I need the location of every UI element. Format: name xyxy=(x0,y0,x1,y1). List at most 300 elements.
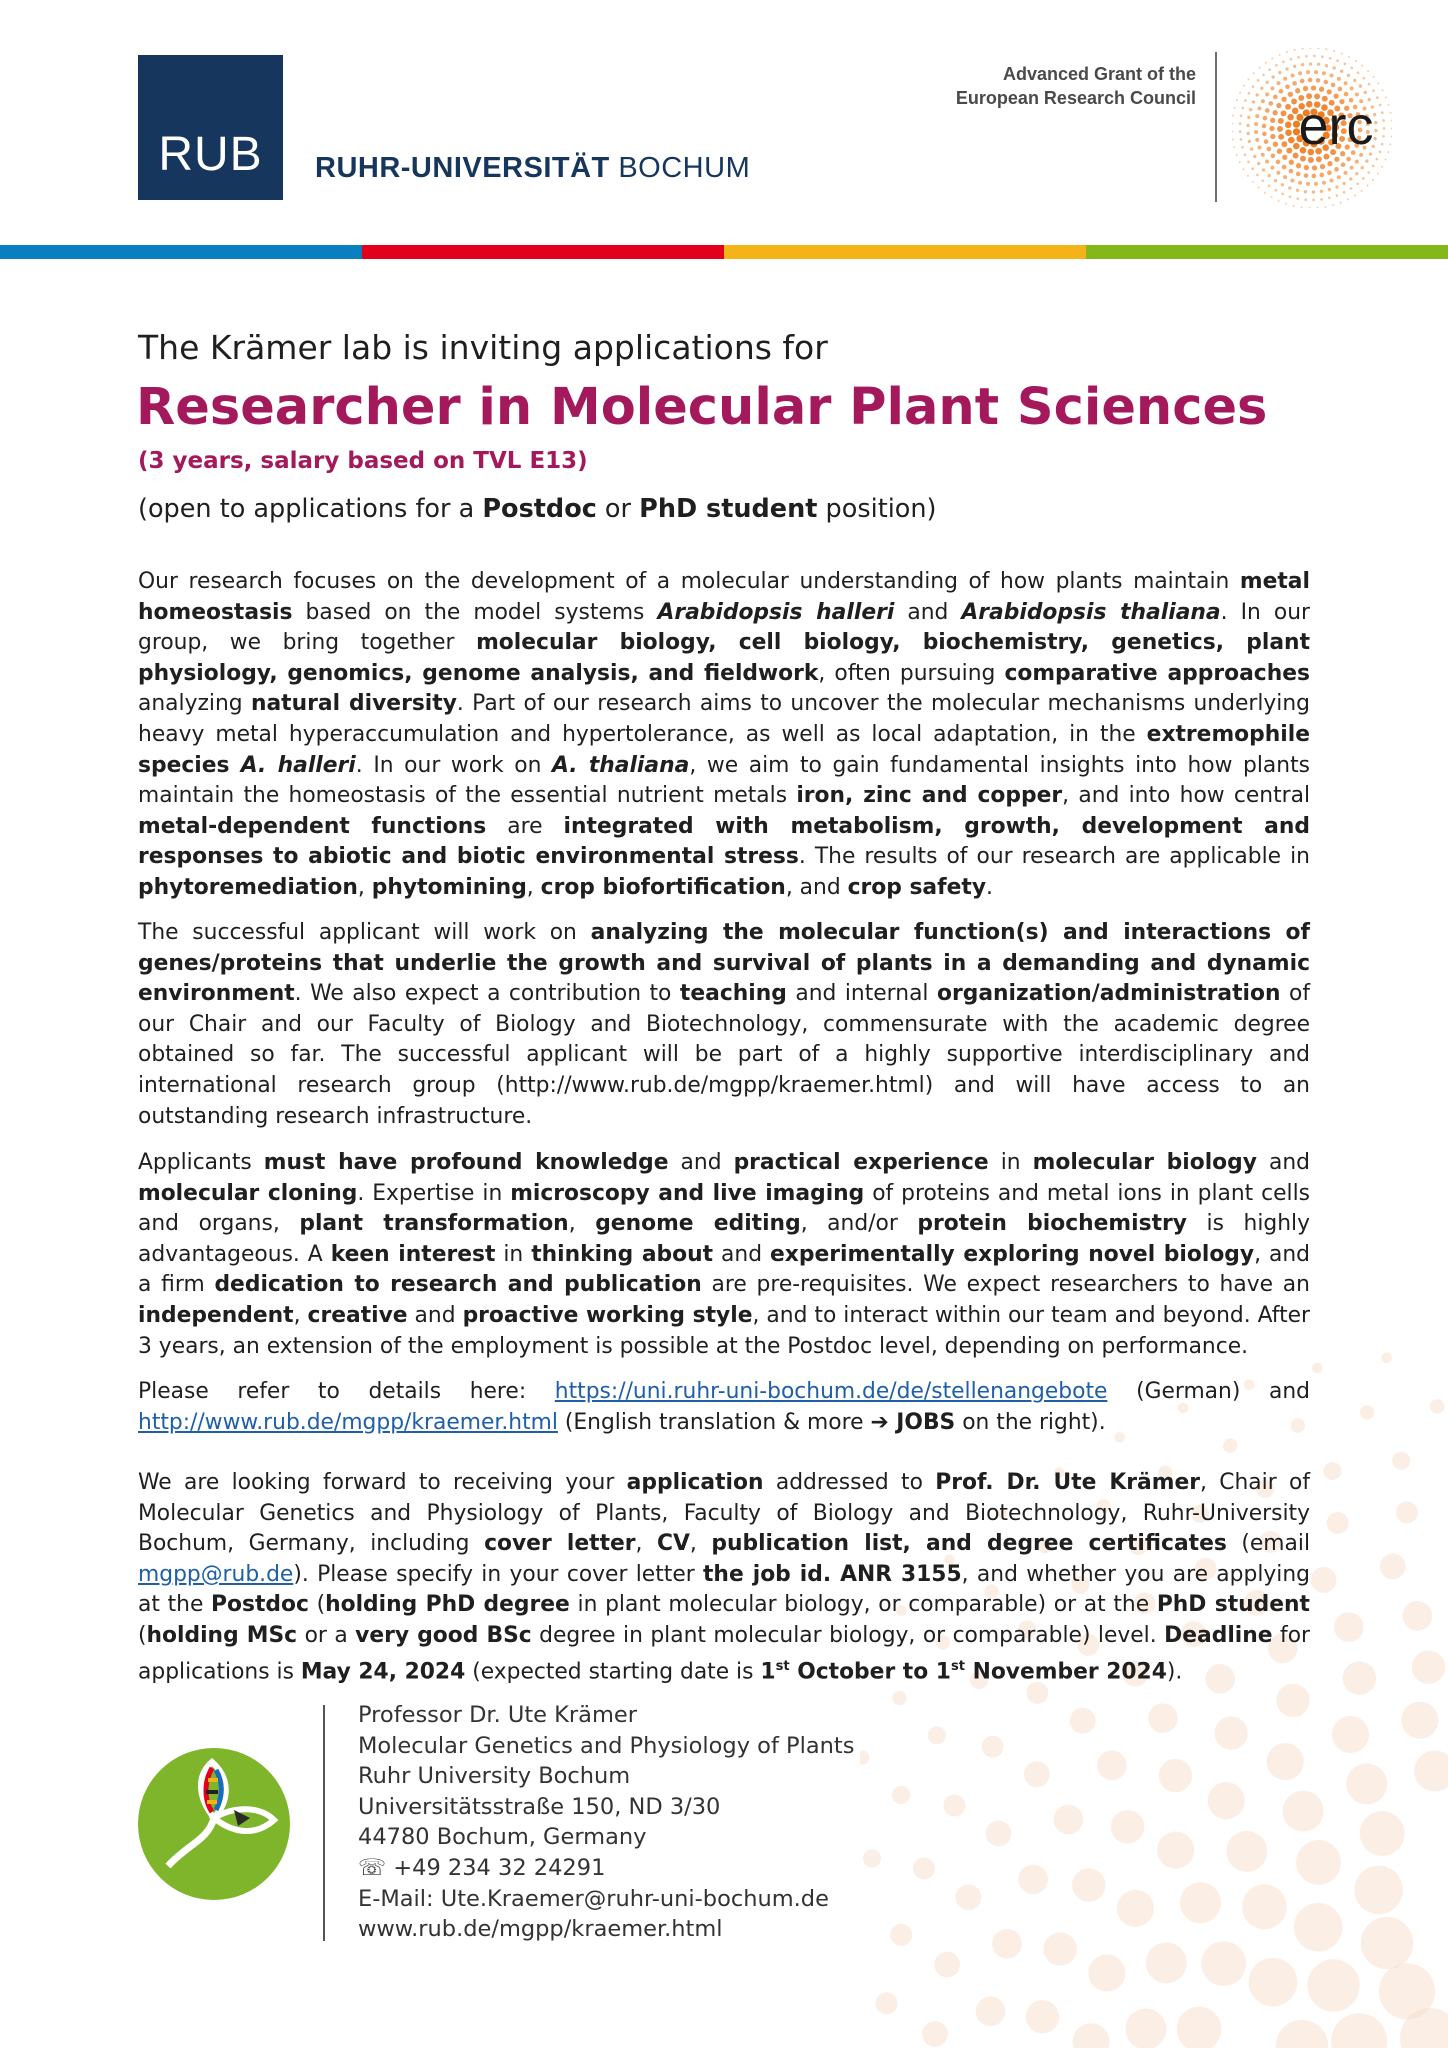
text-run: Our research focuses on the development of a molecular understanding of how plants maintain xyxy=(138,569,1240,594)
university-name xyxy=(315,152,750,185)
background-dot xyxy=(1070,1708,1096,1734)
background-dot xyxy=(1201,1941,1246,1986)
bold-text: metal homeostasis xyxy=(138,569,1310,625)
background-dot xyxy=(1146,1942,1187,1983)
erc-dot xyxy=(1283,77,1287,81)
erc-dot xyxy=(1282,61,1285,64)
erc-dot xyxy=(1347,74,1350,77)
erc-dot xyxy=(1373,137,1376,140)
background-dot xyxy=(986,1821,1012,1847)
erc-dot xyxy=(1328,188,1331,191)
erc-dot xyxy=(1286,148,1292,154)
erc-dot xyxy=(1321,55,1324,58)
erc-dot xyxy=(1274,189,1277,192)
erc-dot xyxy=(1283,175,1287,179)
erc-dot xyxy=(1341,53,1343,55)
erc-dot xyxy=(1263,116,1268,121)
rub-logo xyxy=(138,55,283,200)
erc-dot xyxy=(1368,83,1371,86)
positions-post: position) xyxy=(817,494,937,524)
erc-dot xyxy=(1302,48,1304,50)
text-link[interactable]: http://www.rub.de/mgpp/kraemer.html xyxy=(138,1409,558,1435)
text-run: , and to interact within our team and beyond. After 3 years, an extension of the employment is possible at the Postdoc level, depending on performance. xyxy=(138,1302,1311,1359)
erc-dot xyxy=(1337,77,1341,81)
erc-dot xyxy=(1305,55,1308,58)
erc-dot xyxy=(1249,108,1252,111)
erc-dot xyxy=(1296,172,1301,177)
erc-dot xyxy=(1258,106,1262,110)
bold-text: genome editing xyxy=(595,1211,801,1237)
text-run: (email xyxy=(1226,1531,1311,1557)
erc-dot xyxy=(1251,167,1254,170)
erc-dot xyxy=(1289,195,1292,198)
erc-dot xyxy=(1331,83,1336,88)
text-run: in xyxy=(495,1241,532,1267)
bold-text: microscopy and live imaging xyxy=(510,1180,865,1206)
erc-dot xyxy=(1265,108,1270,113)
erc-dot xyxy=(1281,192,1284,195)
bold-text: CV xyxy=(657,1531,690,1557)
bold-text: analyzing the molecular function(s) and interactions of genes/proteins that underlie the growth and survival of plants in a demanding and dynamic environment xyxy=(138,920,1311,1007)
erc-dot xyxy=(1342,182,1345,185)
stripe-red xyxy=(362,245,724,259)
erc-dot xyxy=(1383,127,1386,130)
erc-dot xyxy=(1267,147,1272,152)
bold-text: thinking about xyxy=(531,1241,714,1267)
positions-phd: PhD student xyxy=(639,494,818,524)
erc-dot xyxy=(1274,179,1277,182)
background-dot xyxy=(1214,1716,1247,1749)
erc-dot xyxy=(1344,81,1348,85)
erc-dot xyxy=(1374,121,1377,124)
background-dot xyxy=(892,1786,910,1804)
erc-logo xyxy=(1232,48,1392,208)
background-dot xyxy=(1346,1763,1387,1804)
bold-text: molecular biology, cell biology, biochemistry, genetics, plant physiology, genomics, genome analysis, and fieldwork xyxy=(138,630,1310,686)
erc-dot xyxy=(1285,104,1291,110)
erc-dot xyxy=(1271,196,1273,198)
background-dot xyxy=(1024,1761,1050,1787)
erc-dot xyxy=(1381,111,1384,114)
erc-dot xyxy=(1247,78,1249,80)
erc-dot xyxy=(1311,85,1316,90)
text-run: , Chair of Molecular Genetics and Physiology of Plants, Faculty of Biology and Biotechnology, Ruhr-University Bochum, Germany, including xyxy=(138,1470,1310,1557)
erc-dot xyxy=(1347,198,1349,200)
erc-dot xyxy=(1279,89,1284,94)
erc-dot xyxy=(1239,161,1241,163)
bold-text: natural diversity xyxy=(250,691,457,717)
erc-dot xyxy=(1286,51,1288,53)
positions-line xyxy=(138,494,937,524)
erc-dot xyxy=(1262,132,1267,137)
bold-text: creative xyxy=(307,1302,408,1328)
background-dot xyxy=(1088,1954,1125,1991)
text-run: , and into how central xyxy=(1062,783,1310,809)
erc-dot xyxy=(1270,134,1275,139)
text-run: are xyxy=(486,813,564,839)
erc-dot xyxy=(1362,177,1365,180)
contact-department: Molecular Genetics and Physiology of Plants xyxy=(358,1732,855,1759)
erc-dot xyxy=(1333,50,1335,52)
erc-dot xyxy=(1319,173,1324,178)
erc-dot xyxy=(1334,157,1339,162)
text-run: , and xyxy=(785,874,848,900)
plant-genetics-logo xyxy=(138,1748,290,1900)
erc-dot xyxy=(1272,75,1275,78)
background-dot xyxy=(976,1997,1006,2027)
erc-dot xyxy=(1385,96,1387,98)
erc-dot xyxy=(1275,64,1278,67)
bold-text: holding PhD degree xyxy=(325,1592,570,1618)
erc-dot xyxy=(1281,141,1287,147)
erc-dot xyxy=(1256,93,1259,96)
background-dot xyxy=(1414,1751,1448,1792)
background-dot xyxy=(1018,1865,1048,1895)
erc-dot xyxy=(1379,104,1382,107)
erc-dot xyxy=(1350,67,1353,70)
erc-dot xyxy=(1242,168,1244,170)
text-run: (German) and xyxy=(1107,1379,1310,1404)
positions-pre: (open to applications for a xyxy=(138,494,483,524)
background-dot xyxy=(1159,1759,1192,1792)
university-name-rest: BOCHUM xyxy=(609,152,751,184)
erc-dot xyxy=(1254,122,1258,126)
background-dot xyxy=(1249,1958,1298,2007)
erc-dot xyxy=(1276,103,1281,108)
background-dot xyxy=(863,1849,881,1867)
background-dot xyxy=(1026,2000,1059,2033)
text-run: , often pursuing xyxy=(818,660,1005,686)
background-dot xyxy=(1180,1882,1221,1923)
stripe-blue xyxy=(0,245,362,259)
text-run: and xyxy=(1256,1150,1310,1175)
erc-dot xyxy=(1372,165,1375,168)
bold-text: publication list, and degree certificates xyxy=(711,1531,1227,1557)
contact-name: Professor Dr. Ute Krämer xyxy=(358,1702,637,1728)
text-run: and xyxy=(713,1241,771,1267)
erc-dot xyxy=(1232,115,1234,117)
erc-dot xyxy=(1234,107,1236,109)
bold-text: ➔ JOBS xyxy=(870,1409,956,1435)
text-run: and xyxy=(668,1150,734,1175)
erc-dot xyxy=(1298,71,1302,75)
background-dot xyxy=(1403,1601,1433,1631)
background-dot xyxy=(1396,1501,1418,1523)
positions-postdoc: Postdoc xyxy=(482,494,597,524)
erc-dot xyxy=(1391,127,1392,129)
color-stripe xyxy=(0,245,1448,259)
erc-dot xyxy=(1350,187,1353,190)
erc-dot xyxy=(1337,175,1341,179)
erc-dot xyxy=(1306,70,1310,74)
bold-text: iron, zinc and copper xyxy=(796,783,1063,809)
background-dot xyxy=(1177,2007,1222,2048)
erc-dot xyxy=(1256,174,1259,177)
erc-dot xyxy=(1312,174,1317,179)
erc-dot xyxy=(1365,159,1368,162)
text-run: in plant molecular biology, or comparable) or at the xyxy=(569,1592,1157,1618)
erc-dot xyxy=(1291,74,1295,78)
erc-dot xyxy=(1278,118,1284,124)
erc-dot xyxy=(1264,139,1269,144)
bold-text: Postdoc xyxy=(211,1592,309,1618)
erc-dot xyxy=(1376,158,1379,161)
erc-dot xyxy=(1288,137,1295,144)
background-dot xyxy=(1361,1917,1413,1969)
background-dot xyxy=(1334,1612,1364,1642)
bold-text: crop biofortification xyxy=(540,874,786,900)
erc-dot xyxy=(1372,89,1375,92)
erc-dot xyxy=(1252,100,1255,103)
bold-text: protein biochemistry xyxy=(917,1211,1187,1237)
text-run: Please refer to details here: xyxy=(138,1379,555,1404)
background-dot xyxy=(913,1858,935,1880)
erc-dot xyxy=(1361,65,1363,67)
erc-dot xyxy=(1290,179,1294,183)
erc-dot xyxy=(1334,167,1339,172)
bold-text: molecular cloning xyxy=(138,1180,358,1206)
erc-dot xyxy=(1353,79,1356,82)
background-dot xyxy=(1117,1890,1154,1927)
background-dot xyxy=(1276,2020,1328,2048)
university-name-bold: RUHR-UNIVERSITÄT xyxy=(315,152,610,184)
text-run: , and a firm xyxy=(138,1241,1311,1298)
erc-dot xyxy=(1288,186,1291,189)
erc-dot xyxy=(1346,157,1351,162)
background-dot xyxy=(1412,1651,1445,1684)
background-dot xyxy=(1380,1553,1406,1579)
erc-dot xyxy=(1290,58,1293,61)
erc-dot xyxy=(1313,55,1316,58)
erc-dot xyxy=(1296,189,1299,192)
erc-dot xyxy=(1239,130,1242,133)
stripe-yellow xyxy=(724,245,1086,259)
erc-dot xyxy=(1328,197,1331,200)
erc-dot xyxy=(1257,79,1260,82)
background-dot xyxy=(1331,2013,1387,2048)
salary-subtitle: (3 years, salary based on TVL E13) xyxy=(138,448,588,474)
erc-dot xyxy=(1289,169,1294,174)
page-title: Researcher in Molecular Plant Sciences xyxy=(136,378,1268,437)
erc-dot xyxy=(1279,54,1281,56)
erc-dot xyxy=(1323,80,1328,85)
text-run: ( xyxy=(308,1592,326,1618)
text-run: , we aim to gain fundamental insights into how plants maintain the homeostasis of the essential nutrient metals xyxy=(138,752,1310,809)
erc-dot xyxy=(1278,134,1284,140)
erc-dot xyxy=(1384,158,1386,160)
background-dot xyxy=(1360,1405,1374,1419)
erc-dot xyxy=(1322,71,1326,75)
erc-dot xyxy=(1389,143,1391,145)
background-dot xyxy=(982,1736,1004,1758)
bold-text: the job id. ANR 3155 xyxy=(703,1561,962,1587)
erc-dot xyxy=(1356,182,1359,185)
erc-dot xyxy=(1382,119,1385,122)
erc-dot xyxy=(1265,92,1269,96)
erc-dot xyxy=(1330,74,1334,78)
text-run: of proteins and metal ions in plant cells and organs, xyxy=(138,1180,1311,1237)
erc-dot xyxy=(1287,114,1294,121)
bold-text: Arabidopsis halleri xyxy=(657,599,895,625)
background-dot xyxy=(956,1884,982,1910)
background-dot xyxy=(1392,1452,1410,1470)
background-dot xyxy=(1360,1811,1405,1856)
bold-text: crop safety xyxy=(847,874,987,900)
erc-dot xyxy=(1285,122,1292,129)
research-paragraph xyxy=(138,567,1310,904)
erc-dot xyxy=(1314,70,1318,74)
background-dot xyxy=(1296,1840,1341,1885)
erc-dot xyxy=(1316,78,1321,83)
bold-text: must have profound knowledge xyxy=(263,1150,669,1175)
erc-dot xyxy=(1252,181,1254,183)
erc-dot xyxy=(1264,192,1266,194)
bold-text: PhD student xyxy=(1156,1592,1310,1618)
erc-dot xyxy=(1244,153,1247,156)
background-dot xyxy=(1226,1831,1267,1872)
erc-dot xyxy=(1253,72,1255,74)
erc-dot xyxy=(1269,126,1274,131)
stripe-green xyxy=(1086,245,1448,259)
erc-dot xyxy=(1300,206,1302,208)
application-paragraph xyxy=(138,1468,1310,1687)
erc-dot xyxy=(1258,146,1262,150)
text-run: in xyxy=(988,1150,1033,1175)
contact-university: Ruhr University Bochum xyxy=(358,1763,631,1790)
erc-dot xyxy=(1325,64,1328,67)
erc-dot xyxy=(1236,154,1238,156)
erc-dot xyxy=(1332,204,1334,206)
bold-text: metal-dependent functions xyxy=(138,813,487,839)
erc-dot xyxy=(1260,87,1263,90)
erc-logo-text: erc xyxy=(1298,96,1374,156)
erc-dot xyxy=(1297,56,1300,59)
bold-text: dedication to research and publication xyxy=(214,1272,702,1298)
text-run: addressed to xyxy=(763,1470,936,1495)
text-run: , xyxy=(689,1531,712,1557)
contact-phone: ☏ +49 234 32 24291 xyxy=(358,1854,606,1881)
text-link[interactable]: mgpp@rub.de xyxy=(138,1561,294,1587)
text-run: . Expertise in xyxy=(357,1180,511,1206)
text-link[interactable]: https://uni.ruhr-uni-bochum.de/de/stellenangebote xyxy=(554,1379,1108,1404)
erc-dot xyxy=(1341,162,1346,167)
bold-text: molecular biology xyxy=(1032,1150,1257,1175)
text-run: . In our work on xyxy=(355,752,552,778)
erc-dot xyxy=(1294,49,1296,51)
erc-dot xyxy=(1281,97,1286,102)
erc-dot xyxy=(1348,56,1350,58)
text-run: ). xyxy=(1166,1658,1183,1684)
text-run: The successful applicant will work on xyxy=(138,920,591,945)
bold-text: October to 1 xyxy=(789,1658,951,1684)
text-run: for applications is xyxy=(138,1622,1310,1684)
erc-dot xyxy=(1232,130,1233,132)
erc-dot xyxy=(1268,101,1273,106)
erc-dot xyxy=(1246,124,1249,127)
erc-dot xyxy=(1304,173,1309,178)
erc-dot xyxy=(1270,86,1274,90)
background-dot xyxy=(1332,1716,1369,1753)
erc-dot xyxy=(1243,85,1245,87)
erc-dot xyxy=(1273,142,1278,147)
erc-dot xyxy=(1292,108,1299,115)
erc-dot xyxy=(1296,197,1299,200)
erc-dot xyxy=(1291,99,1297,105)
erc-dot xyxy=(1336,194,1339,197)
background-dot xyxy=(1072,1868,1105,1901)
erc-dot xyxy=(1316,207,1318,208)
erc-dot xyxy=(1282,165,1287,170)
erc-dot xyxy=(1355,160,1359,164)
erc-dot xyxy=(1276,171,1280,175)
erc-dot xyxy=(1327,161,1332,166)
text-run: ( xyxy=(138,1622,147,1648)
erc-dot xyxy=(1322,181,1326,185)
contact-website[interactable]: www.rub.de/mgpp/kraemer.html xyxy=(358,1916,723,1943)
erc-dot xyxy=(1349,177,1352,180)
erc-dot xyxy=(1330,179,1334,183)
background-dot xyxy=(1311,1567,1337,1593)
text-run: degree in plant molecular biology, or comparable) level. xyxy=(531,1622,1165,1648)
background-dot xyxy=(1430,1399,1444,1413)
erc-dot xyxy=(1276,160,1281,165)
background-dot xyxy=(1327,1512,1349,1534)
background-dot xyxy=(1073,2023,1110,2048)
erc-dot xyxy=(1268,68,1271,71)
background-dot xyxy=(1379,1963,1435,2019)
text-run: . The results of our research are applicable in xyxy=(798,844,1310,870)
bold-text: extremophile species xyxy=(138,721,1310,778)
erc-dot xyxy=(1335,185,1338,188)
erc-dot xyxy=(1314,182,1318,186)
contact-email[interactable]: E-Mail: Ute.Kraemer@ruhr-uni-bochum.de xyxy=(358,1885,829,1912)
erc-dot xyxy=(1285,84,1290,89)
erc-dot xyxy=(1272,110,1277,115)
erc-dot xyxy=(1247,132,1250,135)
bold-text: November 2024 xyxy=(964,1658,1167,1684)
erc-dot xyxy=(1390,135,1392,137)
erc-dot xyxy=(1268,174,1271,177)
erc-dot xyxy=(1285,67,1288,70)
erc-dot xyxy=(1233,146,1235,148)
erc-dot xyxy=(1300,79,1305,84)
background-dot xyxy=(1323,1462,1341,1480)
contact-street: Universitätsstraße 150, ND 3/30 xyxy=(358,1793,721,1820)
erc-dot xyxy=(1285,129,1292,136)
background-dot xyxy=(934,1952,960,1978)
erc-dot xyxy=(1355,60,1357,62)
positions-or: or xyxy=(596,494,640,524)
erc-dot xyxy=(1304,198,1307,201)
text-run: , xyxy=(568,1211,596,1237)
text-run: ). Please specify in your cover letter xyxy=(293,1561,704,1587)
erc-dot xyxy=(1250,147,1253,150)
contact-city: 44780 Bochum, Germany xyxy=(358,1824,647,1851)
erc-dot xyxy=(1277,126,1283,132)
erc-dot xyxy=(1324,206,1326,208)
text-run: and xyxy=(407,1302,463,1328)
erc-dot xyxy=(1316,156,1322,162)
text-run: is highly advantageous. A xyxy=(138,1211,1310,1267)
bold-text: holding MSc xyxy=(146,1622,298,1648)
text-run: . Part of our research aims to uncover the molecular mechanisms underlying heavy metal hyperaccumulation and hypertolerance, as well as local adaptation, in the xyxy=(138,691,1310,747)
text-run: , and whether you are applying at the xyxy=(138,1561,1310,1618)
erc-dot xyxy=(1255,138,1259,142)
background-dot xyxy=(922,2021,948,2047)
erc-grant-line1: Advanced Grant of the xyxy=(1002,64,1196,84)
erc-dot xyxy=(1355,172,1358,175)
erc-dot xyxy=(1301,63,1304,66)
